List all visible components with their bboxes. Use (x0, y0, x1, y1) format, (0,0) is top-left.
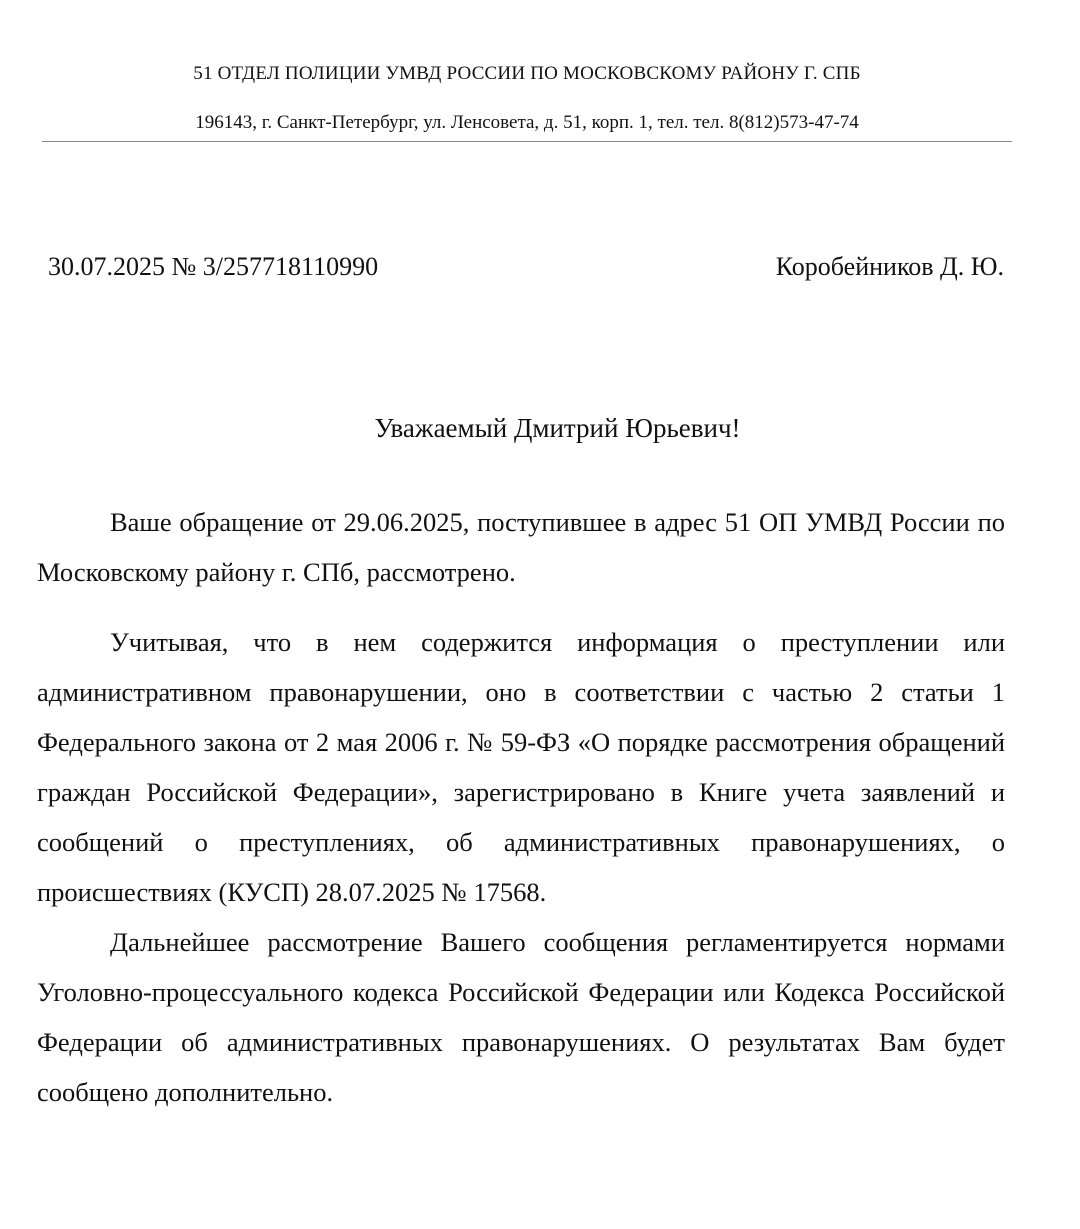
registration-number: 30.07.2025 № 3/257718110990 (48, 252, 379, 281)
paragraph-1: Ваше обращение от 29.06.2025, поступившее в адрес 51 ОП УМВД России по Московскому району г. СПб, рассмотрено. (37, 507, 1005, 587)
organization-address: 196143, г. Санкт-Петербург, ул. Ленсовета, д. 51, корп. 1, тел. тел. 8(812)573-47-74 (195, 112, 859, 133)
organization-header: 51 ОТДЕЛ ПОЛИЦИИ УМВД РОССИИ ПО МОСКОВСКОМУ РАЙОНУ Г. СПБ (193, 63, 861, 84)
paragraph-2: Учитывая, что в нем содержится информация о преступлении или административном правонарушении, оно в соответствии с частью 2 статьи 1 Федерального закона от 2 мая 2006 г. № 59-ФЗ «О порядке рассмотрения обращений граждан Российской Федерации», зарегистрировано в Книге учета заявлений и сообщений о преступлениях, об административных правонарушениях, о происшествиях (КУСП) 28.07.2025 № 17568. (37, 627, 1005, 907)
recipient-name: Коробейников Д. Ю. (775, 252, 1004, 281)
salutation: Уважаемый Дмитрий Юрьевич! (374, 413, 741, 443)
paragraph-3: Дальнейшее рассмотрение Вашего сообщения регламентируется нормами Уголовно-процессуального кодекса Российской Федерации или Кодекса Российской Федерации об административных правонарушениях. О результатах Вам будет сообщено дополнительно. (37, 927, 1005, 1107)
header-divider (42, 141, 1012, 142)
letter-body (37, 497, 1005, 1117)
